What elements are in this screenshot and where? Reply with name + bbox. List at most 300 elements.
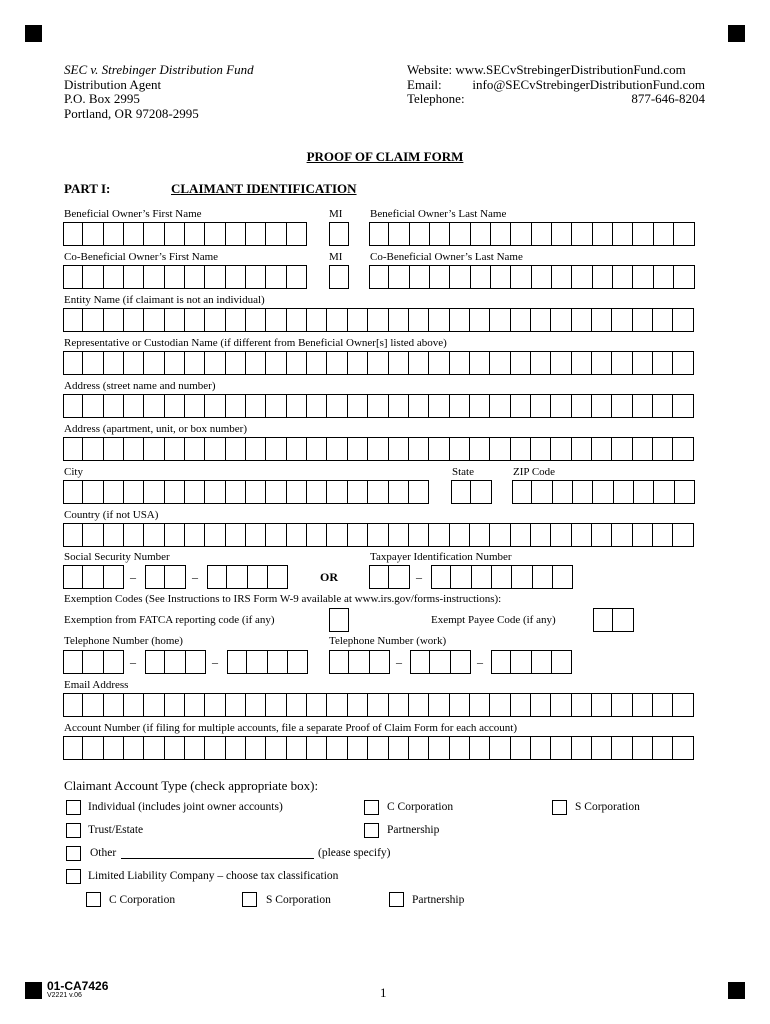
char-box[interactable] <box>327 351 347 375</box>
char-box[interactable] <box>553 480 573 504</box>
char-box[interactable] <box>165 523 185 547</box>
char-box[interactable] <box>185 437 205 461</box>
char-box[interactable] <box>389 693 409 717</box>
ssn-part2[interactable] <box>145 565 186 589</box>
char-box[interactable] <box>226 265 246 289</box>
char-box[interactable] <box>145 650 165 674</box>
char-box[interactable] <box>470 523 490 547</box>
char-box[interactable] <box>205 308 225 332</box>
char-box[interactable] <box>287 693 307 717</box>
char-box[interactable] <box>553 565 573 589</box>
char-box[interactable] <box>369 265 389 289</box>
char-box[interactable] <box>226 480 246 504</box>
char-box[interactable] <box>612 351 632 375</box>
char-box[interactable] <box>227 565 247 589</box>
char-box[interactable] <box>226 437 246 461</box>
char-box[interactable] <box>612 693 632 717</box>
char-box[interactable] <box>572 736 592 760</box>
char-box[interactable] <box>124 693 144 717</box>
char-box[interactable] <box>185 693 205 717</box>
char-box[interactable] <box>490 523 510 547</box>
char-box[interactable] <box>63 437 83 461</box>
char-box[interactable] <box>83 222 103 246</box>
char-box[interactable] <box>205 480 225 504</box>
char-box[interactable] <box>104 650 124 674</box>
char-box[interactable] <box>531 523 551 547</box>
char-box[interactable] <box>63 650 83 674</box>
char-box[interactable] <box>431 565 451 589</box>
char-box[interactable] <box>389 437 409 461</box>
char-box[interactable] <box>83 565 103 589</box>
char-box[interactable] <box>451 650 471 674</box>
char-box[interactable] <box>551 394 571 418</box>
char-box[interactable] <box>551 693 571 717</box>
char-box[interactable] <box>490 351 510 375</box>
char-box[interactable] <box>104 565 124 589</box>
char-box[interactable] <box>490 437 510 461</box>
char-box[interactable] <box>83 265 103 289</box>
char-box[interactable] <box>490 736 510 760</box>
char-box[interactable] <box>531 693 551 717</box>
char-box[interactable] <box>633 437 653 461</box>
char-box[interactable] <box>552 222 572 246</box>
char-box[interactable] <box>307 437 327 461</box>
char-box[interactable] <box>572 437 592 461</box>
char-box[interactable] <box>472 565 492 589</box>
char-box[interactable] <box>226 394 246 418</box>
char-box[interactable] <box>226 222 246 246</box>
char-box[interactable] <box>185 736 205 760</box>
char-box[interactable] <box>144 265 164 289</box>
char-box[interactable] <box>165 480 185 504</box>
char-box[interactable] <box>348 351 368 375</box>
ssn-part1[interactable] <box>63 565 124 589</box>
char-box[interactable] <box>511 736 531 760</box>
char-box[interactable] <box>634 480 654 504</box>
llc-c-corp-checkbox[interactable] <box>86 892 101 907</box>
zip-field[interactable] <box>512 480 695 504</box>
char-box[interactable] <box>430 222 450 246</box>
char-box[interactable] <box>327 693 347 717</box>
char-box[interactable] <box>653 523 673 547</box>
char-box[interactable] <box>593 608 613 632</box>
char-box[interactable] <box>491 265 511 289</box>
char-box[interactable] <box>409 394 429 418</box>
trust-checkbox[interactable] <box>66 823 81 838</box>
char-box[interactable] <box>266 736 286 760</box>
char-box[interactable] <box>492 565 512 589</box>
char-box[interactable] <box>329 222 349 246</box>
char-box[interactable] <box>63 523 83 547</box>
country-field[interactable] <box>63 523 694 547</box>
char-box[interactable] <box>450 265 470 289</box>
char-box[interactable] <box>531 308 551 332</box>
char-box[interactable] <box>450 222 470 246</box>
char-box[interactable] <box>368 480 388 504</box>
char-box[interactable] <box>471 222 491 246</box>
char-box[interactable] <box>327 480 347 504</box>
char-box[interactable] <box>511 222 531 246</box>
char-box[interactable] <box>266 351 286 375</box>
co-mi-field[interactable] <box>329 265 349 289</box>
char-box[interactable] <box>368 523 388 547</box>
char-box[interactable] <box>165 394 185 418</box>
char-box[interactable] <box>673 693 693 717</box>
char-box[interactable] <box>674 222 694 246</box>
char-box[interactable] <box>389 222 409 246</box>
char-box[interactable] <box>409 480 429 504</box>
char-box[interactable] <box>389 394 409 418</box>
char-box[interactable] <box>573 480 593 504</box>
char-box[interactable] <box>144 736 164 760</box>
char-box[interactable] <box>287 394 307 418</box>
city-field[interactable] <box>63 480 429 504</box>
char-box[interactable] <box>327 308 347 332</box>
char-box[interactable] <box>409 523 429 547</box>
char-box[interactable] <box>531 394 551 418</box>
char-box[interactable] <box>612 523 632 547</box>
char-box[interactable] <box>593 222 613 246</box>
char-box[interactable] <box>532 222 552 246</box>
co-last-name-field[interactable] <box>369 265 695 289</box>
ssn-part3[interactable] <box>207 565 288 589</box>
char-box[interactable] <box>470 308 490 332</box>
char-box[interactable] <box>63 736 83 760</box>
partnership-checkbox[interactable] <box>364 823 379 838</box>
char-box[interactable] <box>348 394 368 418</box>
char-box[interactable] <box>368 693 388 717</box>
char-box[interactable] <box>83 437 103 461</box>
char-box[interactable] <box>471 480 491 504</box>
char-box[interactable] <box>266 308 286 332</box>
email-field[interactable] <box>63 693 694 717</box>
char-box[interactable] <box>490 394 510 418</box>
char-box[interactable] <box>532 480 552 504</box>
char-box[interactable] <box>165 565 185 589</box>
char-box[interactable] <box>348 736 368 760</box>
char-box[interactable] <box>185 480 205 504</box>
char-box[interactable] <box>450 693 470 717</box>
char-box[interactable] <box>612 437 632 461</box>
char-box[interactable] <box>450 523 470 547</box>
char-box[interactable] <box>592 693 612 717</box>
char-box[interactable] <box>490 308 510 332</box>
char-box[interactable] <box>633 222 653 246</box>
char-box[interactable] <box>673 437 693 461</box>
char-box[interactable] <box>532 650 552 674</box>
address2-field[interactable] <box>63 437 694 461</box>
char-box[interactable] <box>612 394 632 418</box>
char-box[interactable] <box>348 308 368 332</box>
char-box[interactable] <box>368 394 388 418</box>
char-box[interactable] <box>205 351 225 375</box>
char-box[interactable] <box>532 265 552 289</box>
char-box[interactable] <box>63 265 83 289</box>
char-box[interactable] <box>83 308 103 332</box>
char-box[interactable] <box>124 308 144 332</box>
char-box[interactable] <box>104 351 124 375</box>
char-box[interactable] <box>470 437 490 461</box>
char-box[interactable] <box>246 693 266 717</box>
char-box[interactable] <box>327 523 347 547</box>
char-box[interactable] <box>370 650 390 674</box>
char-box[interactable] <box>287 437 307 461</box>
char-box[interactable] <box>429 736 449 760</box>
first-name-field[interactable] <box>63 222 307 246</box>
char-box[interactable] <box>83 650 103 674</box>
char-box[interactable] <box>205 736 225 760</box>
char-box[interactable] <box>511 394 531 418</box>
char-box[interactable] <box>104 736 124 760</box>
char-box[interactable] <box>165 351 185 375</box>
char-box[interactable] <box>205 437 225 461</box>
char-box[interactable] <box>349 650 369 674</box>
char-box[interactable] <box>633 308 653 332</box>
char-box[interactable] <box>592 437 612 461</box>
char-box[interactable] <box>83 351 103 375</box>
char-box[interactable] <box>124 265 144 289</box>
entity-field[interactable] <box>63 308 694 332</box>
char-box[interactable] <box>389 308 409 332</box>
char-box[interactable] <box>144 437 164 461</box>
char-box[interactable] <box>369 222 389 246</box>
other-checkbox[interactable] <box>66 846 81 861</box>
llc-checkbox[interactable] <box>66 869 81 884</box>
char-box[interactable] <box>511 308 531 332</box>
char-box[interactable] <box>429 394 449 418</box>
char-box[interactable] <box>144 394 164 418</box>
char-box[interactable] <box>409 351 429 375</box>
c-corp-checkbox[interactable] <box>364 800 379 815</box>
char-box[interactable] <box>531 351 551 375</box>
char-box[interactable] <box>83 480 103 504</box>
individual-checkbox[interactable] <box>66 800 81 815</box>
char-box[interactable] <box>307 308 327 332</box>
char-box[interactable] <box>268 650 288 674</box>
char-box[interactable] <box>673 394 693 418</box>
char-box[interactable] <box>675 480 695 504</box>
char-box[interactable] <box>287 222 307 246</box>
llc-partnership-checkbox[interactable] <box>389 892 404 907</box>
char-box[interactable] <box>592 308 612 332</box>
char-box[interactable] <box>572 394 592 418</box>
char-box[interactable] <box>268 565 288 589</box>
char-box[interactable] <box>409 736 429 760</box>
char-box[interactable] <box>612 736 632 760</box>
char-box[interactable] <box>165 308 185 332</box>
char-box[interactable] <box>429 308 449 332</box>
char-box[interactable] <box>307 736 327 760</box>
char-box[interactable] <box>266 480 286 504</box>
char-box[interactable] <box>287 265 307 289</box>
char-box[interactable] <box>572 222 592 246</box>
char-box[interactable] <box>533 565 553 589</box>
phone-home-prefix[interactable] <box>145 650 206 674</box>
char-box[interactable] <box>63 351 83 375</box>
char-box[interactable] <box>613 265 633 289</box>
char-box[interactable] <box>531 437 551 461</box>
char-box[interactable] <box>246 308 266 332</box>
char-box[interactable] <box>226 351 246 375</box>
char-box[interactable] <box>307 351 327 375</box>
char-box[interactable] <box>266 265 286 289</box>
char-box[interactable] <box>144 308 164 332</box>
char-box[interactable] <box>633 265 653 289</box>
char-box[interactable] <box>633 351 653 375</box>
char-box[interactable] <box>633 736 653 760</box>
char-box[interactable] <box>327 437 347 461</box>
char-box[interactable] <box>246 222 266 246</box>
char-box[interactable] <box>165 736 185 760</box>
char-box[interactable] <box>63 480 83 504</box>
char-box[interactable] <box>511 650 531 674</box>
char-box[interactable] <box>226 736 246 760</box>
char-box[interactable] <box>572 265 592 289</box>
char-box[interactable] <box>185 265 205 289</box>
char-box[interactable] <box>63 222 83 246</box>
char-box[interactable] <box>450 437 470 461</box>
char-box[interactable] <box>63 693 83 717</box>
phone-work-area[interactable] <box>329 650 390 674</box>
char-box[interactable] <box>165 650 185 674</box>
char-box[interactable] <box>368 437 388 461</box>
co-first-name-field[interactable] <box>63 265 307 289</box>
char-box[interactable] <box>654 480 674 504</box>
char-box[interactable] <box>572 523 592 547</box>
char-box[interactable] <box>247 650 267 674</box>
char-box[interactable] <box>429 437 449 461</box>
char-box[interactable] <box>552 650 572 674</box>
char-box[interactable] <box>531 736 551 760</box>
char-box[interactable] <box>653 308 673 332</box>
char-box[interactable] <box>144 523 164 547</box>
char-box[interactable] <box>451 480 471 504</box>
char-box[interactable] <box>389 480 409 504</box>
char-box[interactable] <box>410 222 430 246</box>
fatca-field[interactable] <box>329 608 349 632</box>
char-box[interactable] <box>653 437 673 461</box>
char-box[interactable] <box>266 222 286 246</box>
char-box[interactable] <box>307 480 327 504</box>
char-box[interactable] <box>185 308 205 332</box>
char-box[interactable] <box>287 523 307 547</box>
char-box[interactable] <box>613 222 633 246</box>
state-field[interactable] <box>451 480 492 504</box>
char-box[interactable] <box>348 693 368 717</box>
char-box[interactable] <box>185 523 205 547</box>
char-box[interactable] <box>409 437 429 461</box>
char-box[interactable] <box>409 308 429 332</box>
char-box[interactable] <box>266 523 286 547</box>
char-box[interactable] <box>490 693 510 717</box>
char-box[interactable] <box>551 437 571 461</box>
char-box[interactable] <box>205 523 225 547</box>
char-box[interactable] <box>205 265 225 289</box>
char-box[interactable] <box>246 394 266 418</box>
char-box[interactable] <box>450 351 470 375</box>
char-box[interactable] <box>430 265 450 289</box>
char-box[interactable] <box>266 437 286 461</box>
char-box[interactable] <box>470 351 490 375</box>
char-box[interactable] <box>389 351 409 375</box>
char-box[interactable] <box>124 222 144 246</box>
char-box[interactable] <box>287 480 307 504</box>
char-box[interactable] <box>512 480 532 504</box>
phone-home-line[interactable] <box>227 650 308 674</box>
char-box[interactable] <box>348 480 368 504</box>
char-box[interactable] <box>348 437 368 461</box>
char-box[interactable] <box>450 394 470 418</box>
char-box[interactable] <box>673 351 693 375</box>
char-box[interactable] <box>368 308 388 332</box>
char-box[interactable] <box>613 608 633 632</box>
char-box[interactable] <box>368 351 388 375</box>
char-box[interactable] <box>145 565 165 589</box>
char-box[interactable] <box>63 308 83 332</box>
char-box[interactable] <box>266 693 286 717</box>
char-box[interactable] <box>226 523 246 547</box>
char-box[interactable] <box>653 736 673 760</box>
char-box[interactable] <box>124 523 144 547</box>
char-box[interactable] <box>654 222 674 246</box>
char-box[interactable] <box>83 693 103 717</box>
char-box[interactable] <box>551 351 571 375</box>
char-box[interactable] <box>246 351 266 375</box>
char-box[interactable] <box>593 480 613 504</box>
char-box[interactable] <box>491 222 511 246</box>
char-box[interactable] <box>226 693 246 717</box>
char-box[interactable] <box>673 736 693 760</box>
char-box[interactable] <box>104 480 124 504</box>
char-box[interactable] <box>612 308 632 332</box>
char-box[interactable] <box>104 693 124 717</box>
char-box[interactable] <box>511 437 531 461</box>
char-box[interactable] <box>327 736 347 760</box>
char-box[interactable] <box>287 736 307 760</box>
char-box[interactable] <box>511 523 531 547</box>
char-box[interactable] <box>389 265 409 289</box>
char-box[interactable] <box>165 265 185 289</box>
mi-field[interactable] <box>329 222 349 246</box>
char-box[interactable] <box>104 394 124 418</box>
char-box[interactable] <box>104 265 124 289</box>
char-box[interactable] <box>389 523 409 547</box>
char-box[interactable] <box>104 308 124 332</box>
char-box[interactable] <box>673 308 693 332</box>
char-box[interactable] <box>329 265 349 289</box>
char-box[interactable] <box>329 608 349 632</box>
char-box[interactable] <box>246 736 266 760</box>
char-box[interactable] <box>633 394 653 418</box>
char-box[interactable] <box>185 351 205 375</box>
char-box[interactable] <box>511 265 531 289</box>
char-box[interactable] <box>307 523 327 547</box>
llc-s-corp-checkbox[interactable] <box>242 892 257 907</box>
char-box[interactable] <box>429 693 449 717</box>
char-box[interactable] <box>633 693 653 717</box>
char-box[interactable] <box>165 222 185 246</box>
char-box[interactable] <box>227 650 247 674</box>
char-box[interactable] <box>287 308 307 332</box>
other-specify-line[interactable] <box>121 858 314 859</box>
char-box[interactable] <box>205 693 225 717</box>
char-box[interactable] <box>288 650 308 674</box>
char-box[interactable] <box>592 736 612 760</box>
char-box[interactable] <box>348 523 368 547</box>
char-box[interactable] <box>307 693 327 717</box>
phone-home-area[interactable] <box>63 650 124 674</box>
char-box[interactable] <box>551 308 571 332</box>
